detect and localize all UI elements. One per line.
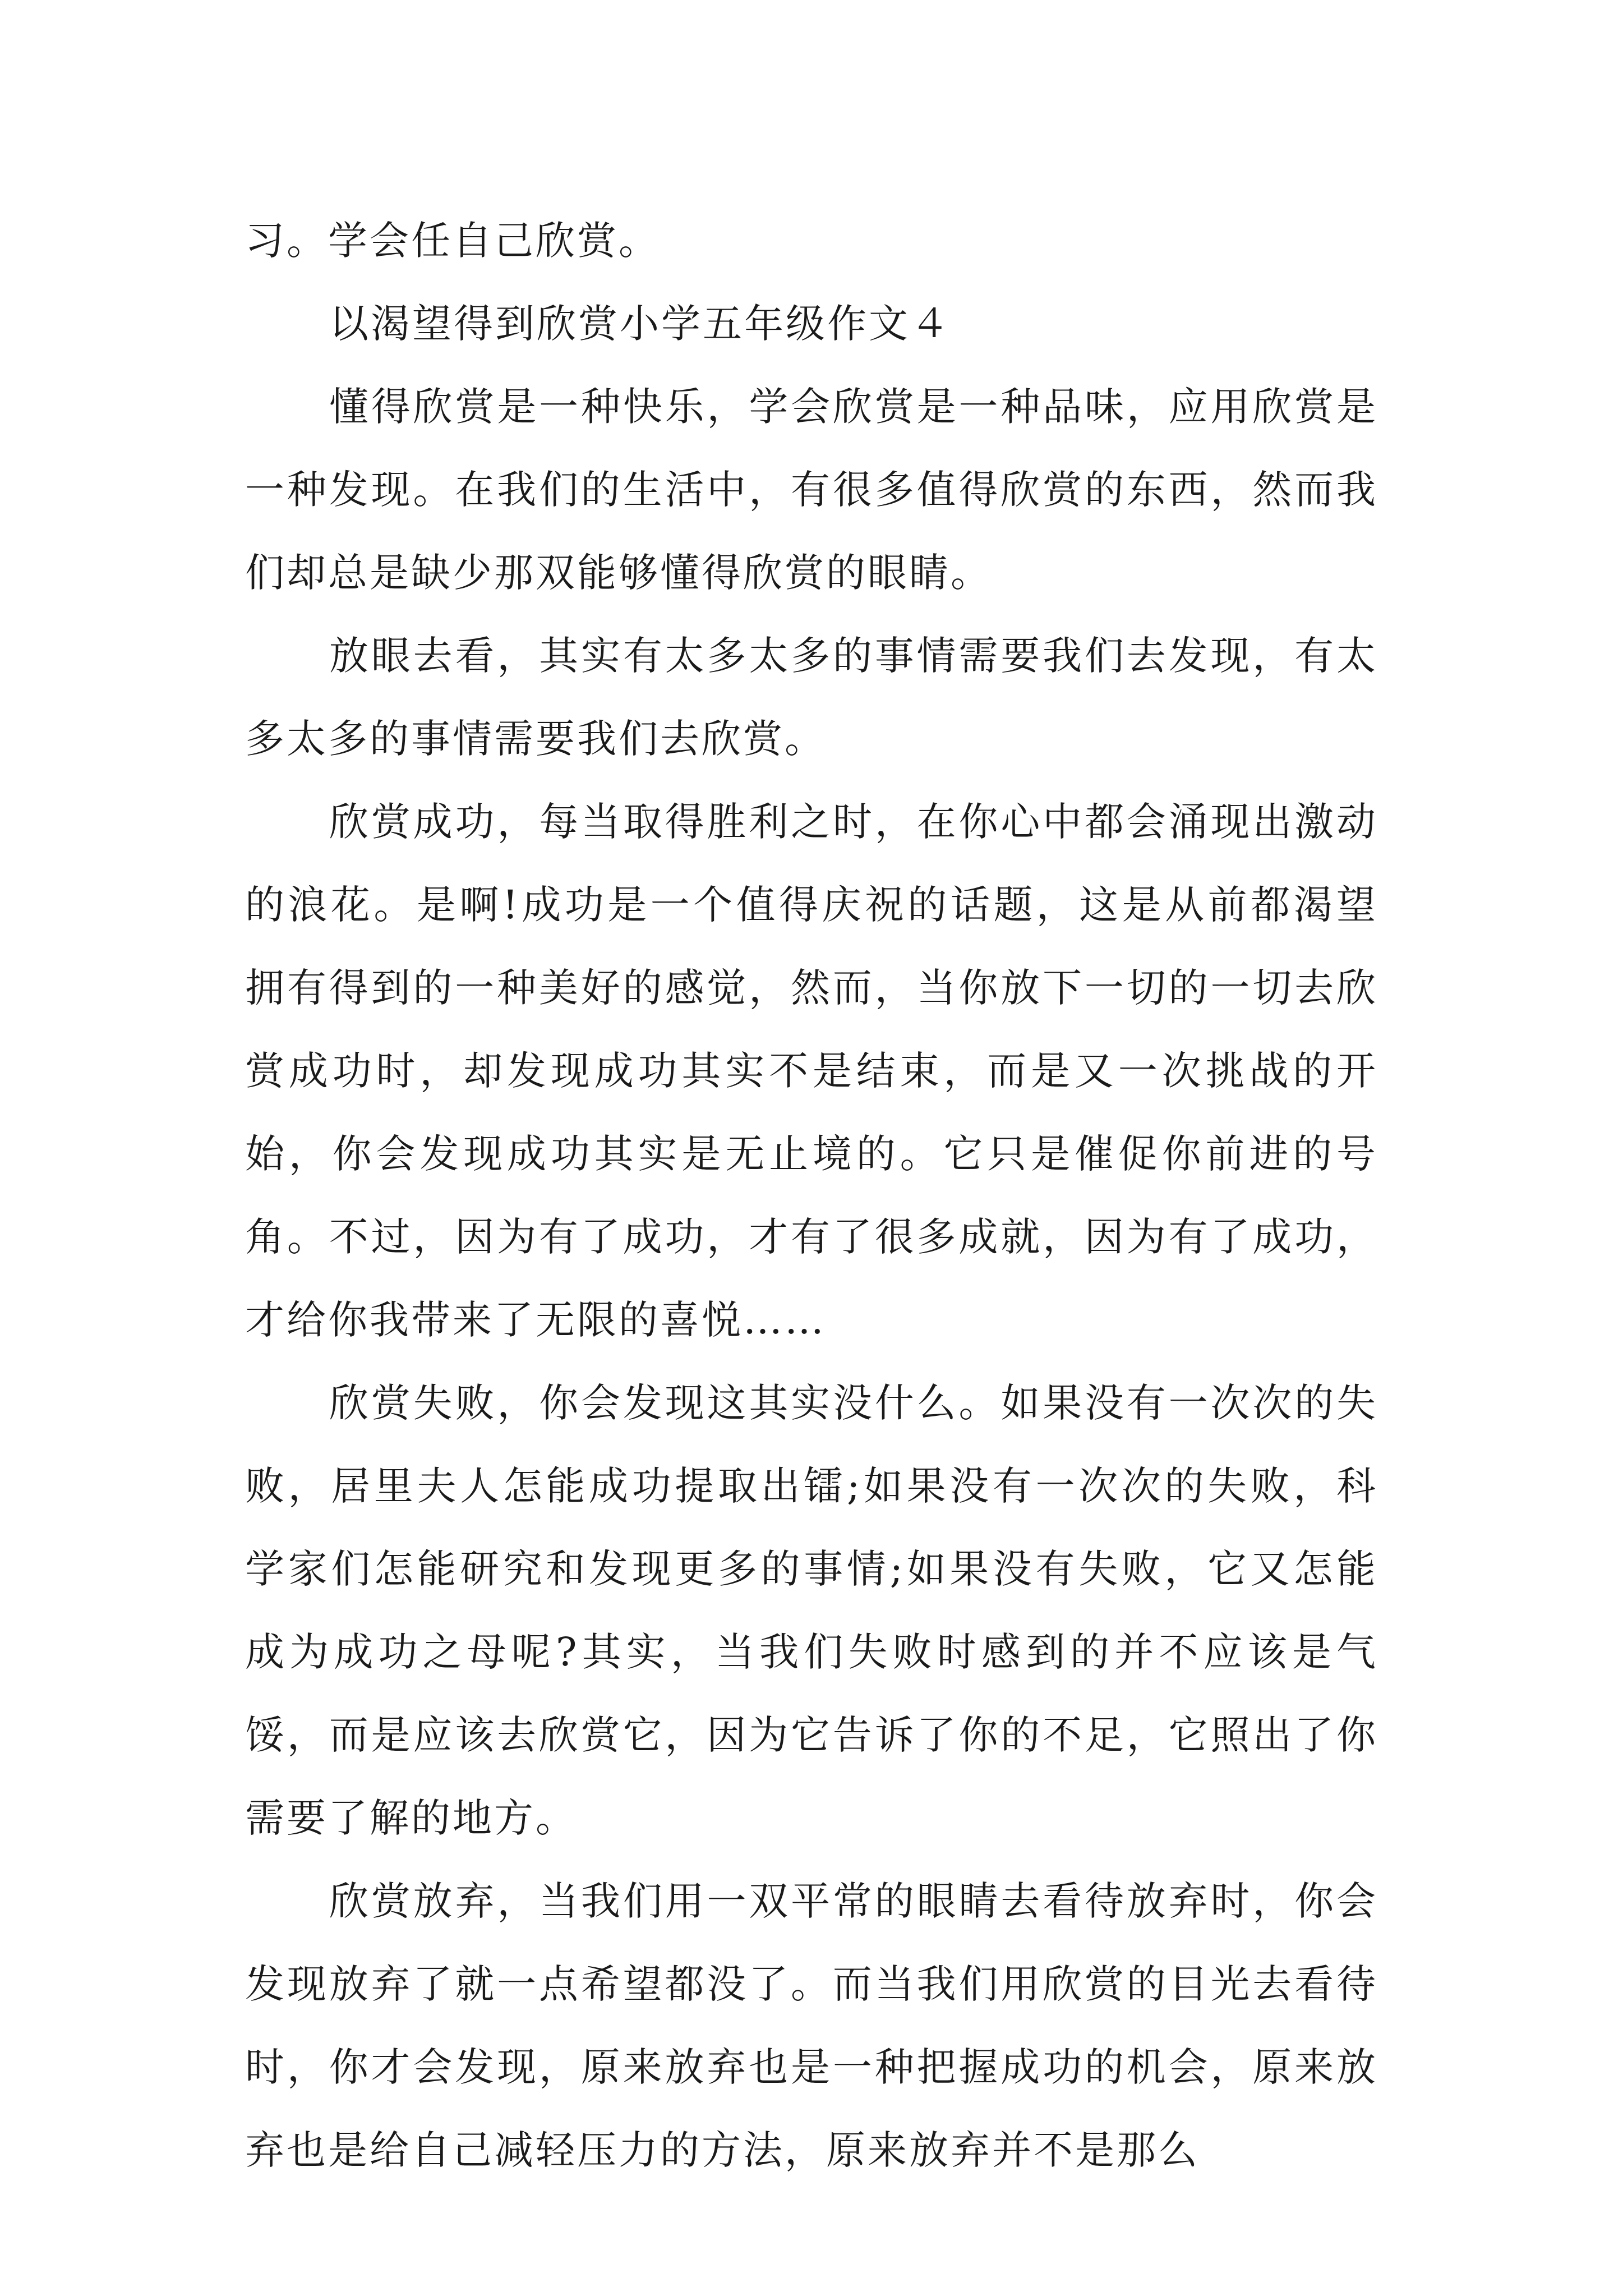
continuation-text: 习。学会任自己欣赏。 [245, 218, 660, 264]
paragraph-5: 欣赏放弃，当我们用一双平常的眼睛去看待放弃时，你会发现放弃了就一点希望都没了。而当我们用欣赏的目光去看待时，你才会发现，原来放弃也是一种把握成功的机会，原来放弃也是给自己减轻压力的方法，原来放弃并不是那么 [245, 1878, 1378, 2173]
essay-heading: 以渴望得到欣赏小学五年级作文４ [329, 301, 952, 347]
paragraph-4: 欣赏失败，你会发现这其实没什么。如果没有一次次的失败，居里夫人怎能成功提取出镭;如果没有一次次的失败，科学家们怎能研究和发现更多的事情;如果没有失败，它又怎能成为成功之母呢?其实，当我们失败时感到的并不应该是气馁，而是应该去欣赏它，因为它告诉了你的不足，它照出了你需要了解的地方。 [245, 1380, 1378, 1841]
paragraph-3: 欣赏成功，每当取得胜利之时，在你心中都会涌现出激动的浪花。是啊!成功是一个值得庆祝的话题，这是从前都渴望拥有得到的一种美好的感觉，然而，当你放下一切的一切去欣赏成功时，却发现成功其实不是结束，而是又一次挑战的开始，你会发现成功其实是无止境的。它只是催促你前进的号角。不过，因为有了成功，才有了很多成就，因为有了成功，才给你我带来了无限的喜悦…… [245, 799, 1378, 1343]
document-body [245, 199, 1378, 2192]
paragraph-2: 放眼去看，其实有太多太多的事情需要我们去发现，有太多太多的事情需要我们去欣赏。 [245, 633, 1378, 762]
paragraph-1: 懂得欣赏是一种快乐，学会欣赏是一种品味，应用欣赏是一种发现。在我们的生活中，有很多值得欣赏的东西，然而我们却总是缺少那双能够懂得欣赏的眼睛。 [245, 384, 1378, 596]
